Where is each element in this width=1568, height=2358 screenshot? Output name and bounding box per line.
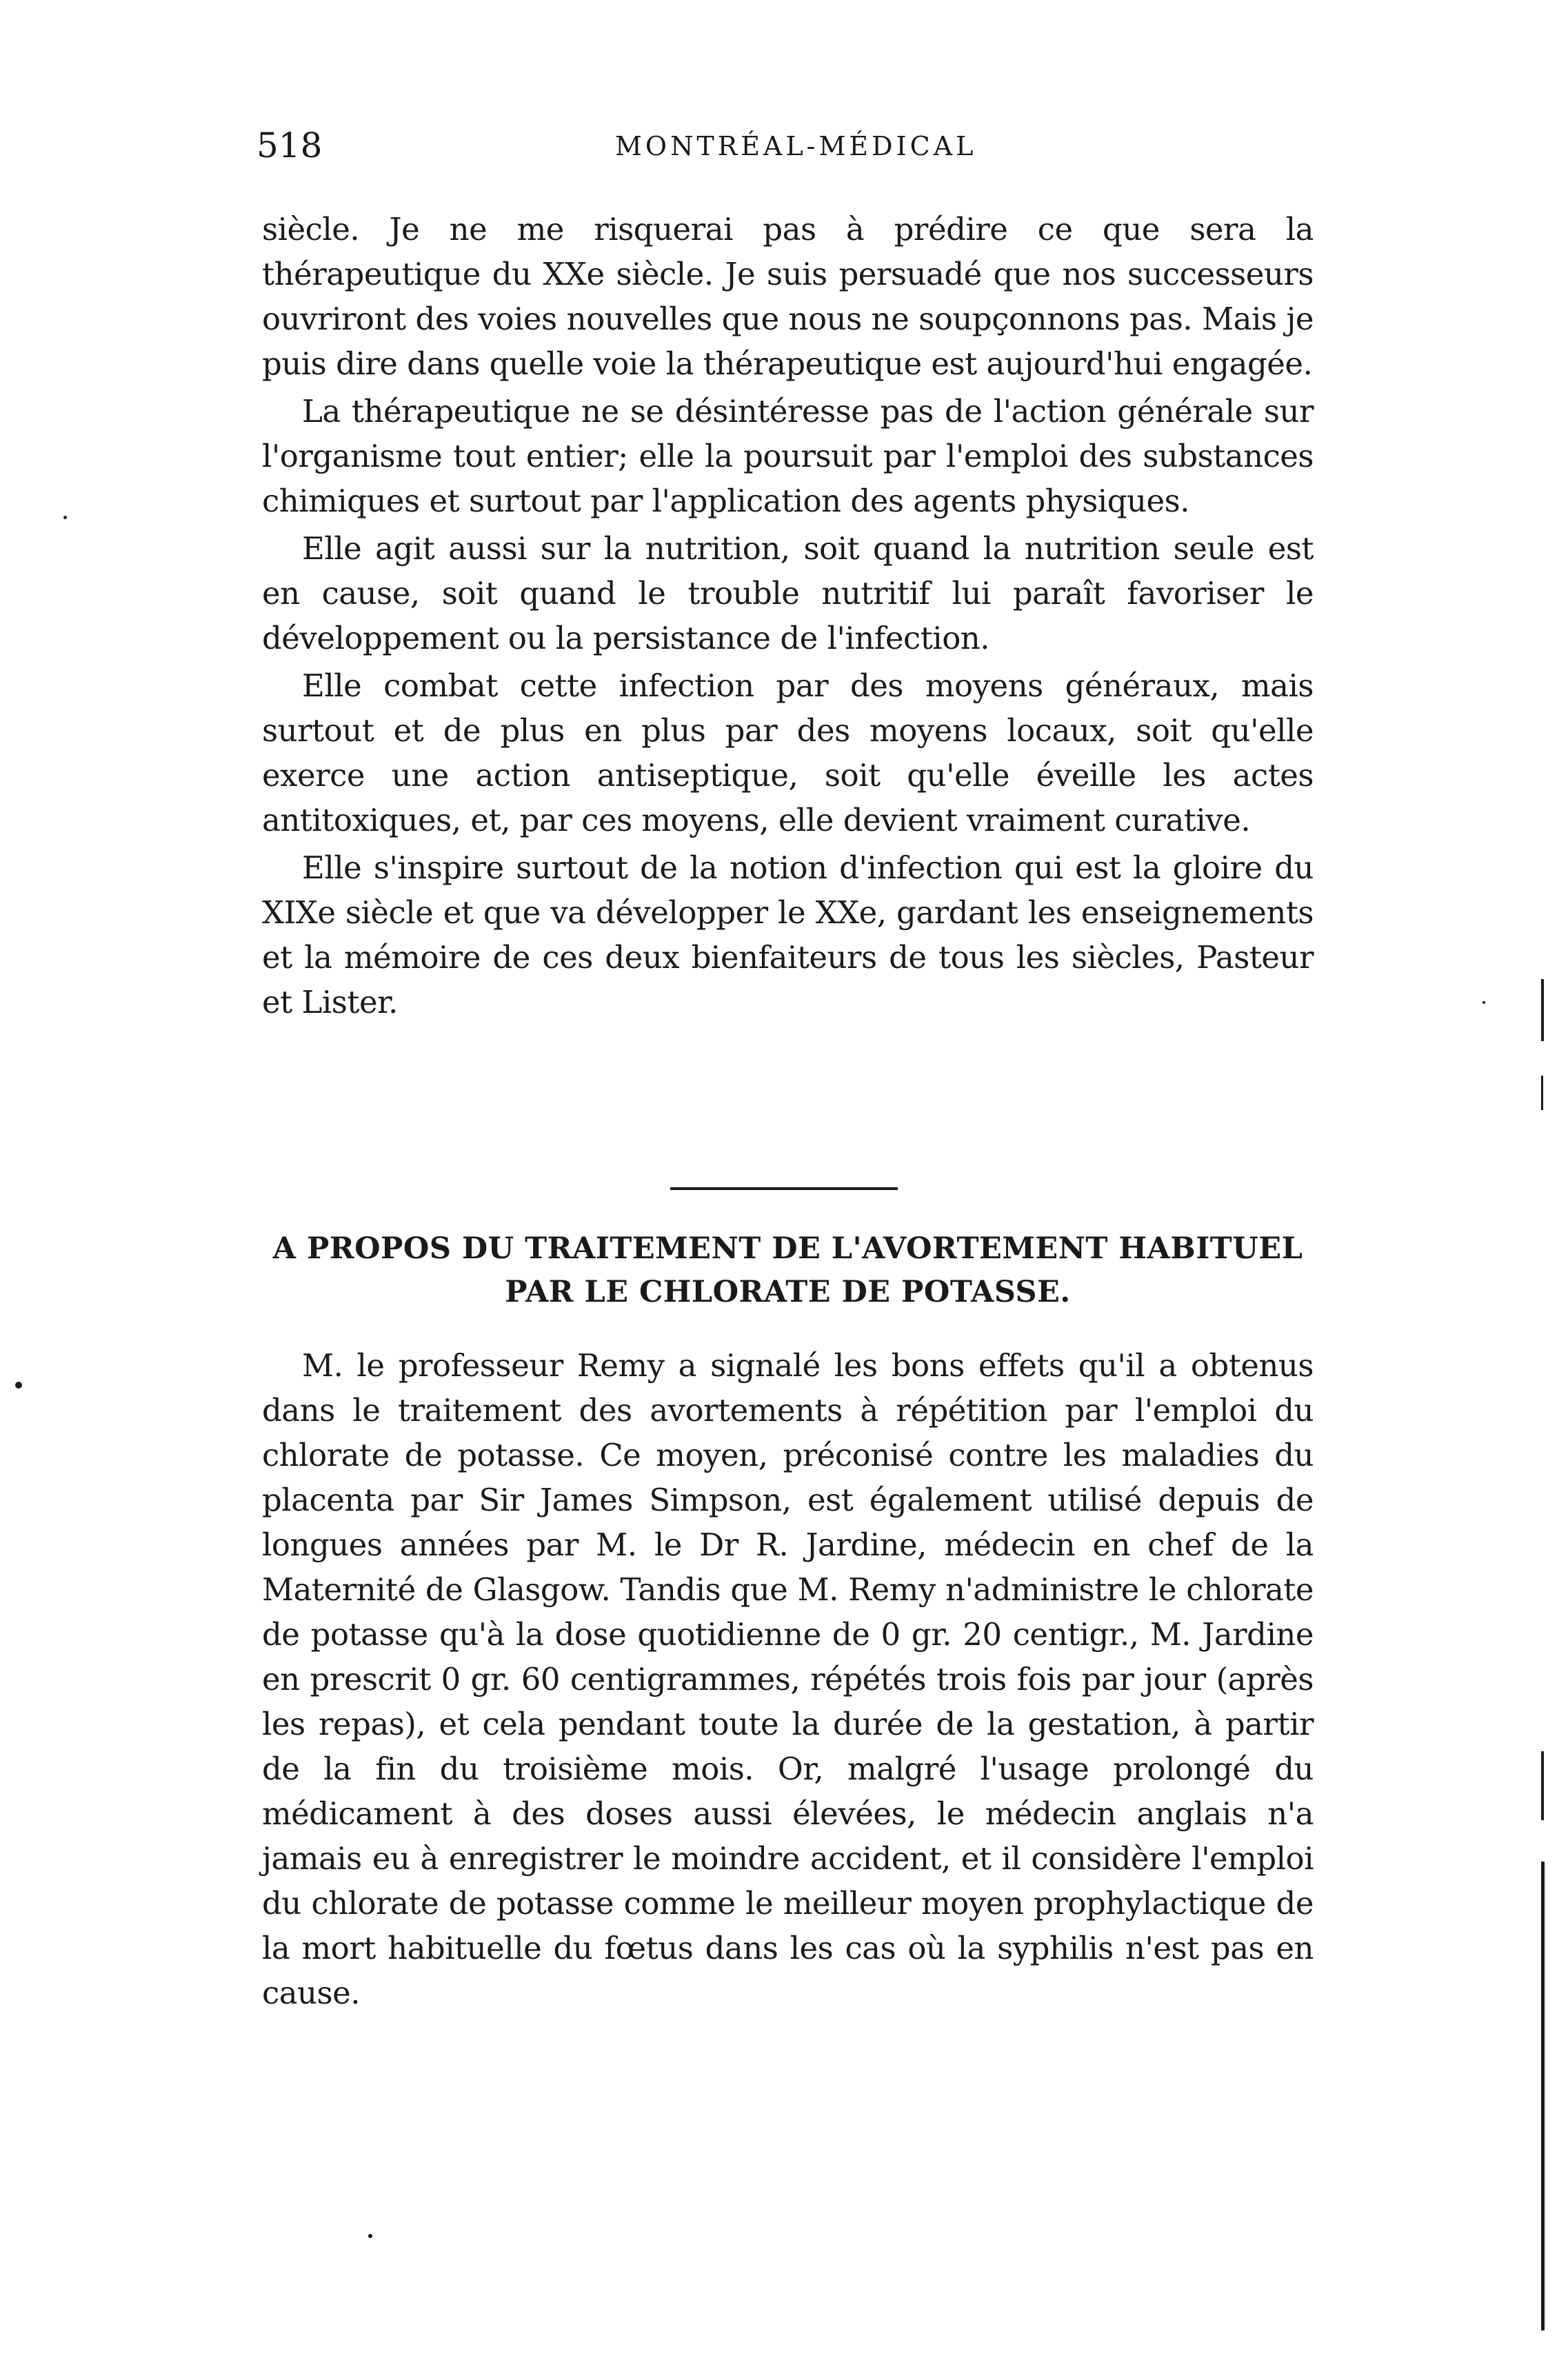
section-2-body	[262, 1343, 1314, 2015]
paragraph: M. le professeur Remy a signalé les bons effets qu'il a obtenus dans le traitement des avortements à répétition par l'emploi du chlorate de potasse. Ce moyen, préconisé contre les maladies du placenta par Sir James Simpson, est également utilisé depuis de longues années par M. le Dr R. Jardine, médecin en chef de la Maternité de Glasgow. Tandis que M. Remy n'administre le chlorate de potasse qu'à la dose quotidienne de 0 gr. 20 centigr., M. Jardine en prescrit 0 gr. 60 centigrammes, répétés trois fois par jour (après les repas), et cela pendant toute la durée de la gestation, à partir de la fin du troisième mois. Or, malgré l'usage prolongé du médicament à des doses aussi élevées, le médecin anglais n'a jamais eu à enregistrer le moindre accident, et il considère l'emploi du chlorate de potasse comme le meilleur moyen prophylactique de la mort habituelle du fœtus dans les cas où la syphilis n'est pas en cause.	[262, 1347, 1314, 2011]
scan-edge-rule	[1541, 979, 1544, 1041]
section-divider	[670, 1187, 898, 1190]
page-number: 518	[257, 125, 323, 165]
page-header	[257, 117, 1311, 172]
paragraph: Elle s'inspire surtout de la notion d'infection qui est la gloire du XIXe siècle et que va développer le XXe, gardant les enseignements et la mémoire de ces deux bienfaiteurs de tous les siècles, Pasteur et Lister.	[262, 849, 1314, 1020]
paragraph: siècle. Je ne me risquerai pas à prédire ce que sera la thérapeutique du XXe siècle. Je suis persuadé que nos successeurs ouvriront des voies nouvelles que nous ne soupçonnons pas. Mais je puis dire dans quelle voie la thérapeutique est aujourd'hui engagée.	[262, 211, 1314, 382]
section-2-title: A PROPOS DU TRAITEMENT DE L'AVORTEMENT HABITUEL PAR LE CHLORATE DE POTASSE.	[272, 1231, 1303, 1309]
scan-edge-rule	[1541, 1751, 1544, 1820]
paragraph: La thérapeutique ne se désintéresse pas de l'action générale sur l'organisme tout entier; elle la poursuit par l'emploi des substances chimiques et surtout par l'application des agents physiques.	[262, 393, 1314, 519]
paragraph: Elle agit aussi sur la nutrition, soit quand la nutrition seule est en cause, soit quand le trouble nutritif lui paraît favoriser le développement ou la persistance de l'infection.	[262, 530, 1314, 656]
running-head: MONTRÉAL-MÉDICAL	[615, 131, 977, 161]
paragraph: Elle combat cette infection par des moyens généraux, mais surtout et de plus en plus par des moyens locaux, soit qu'elle exerce une action antiseptique, soit qu'elle éveille les actes antitoxiques, et, par ces moyens, elle devient vraiment curative.	[262, 667, 1314, 838]
section-1-body	[262, 207, 1314, 1025]
scan-speck	[1482, 1001, 1485, 1004]
scan-edge-rule	[1541, 1076, 1543, 1110]
scan-speck	[15, 1382, 22, 1389]
scan-speck	[368, 2234, 372, 2238]
scan-edge-rule	[1541, 1862, 1545, 2330]
scan-speck	[63, 516, 67, 519]
